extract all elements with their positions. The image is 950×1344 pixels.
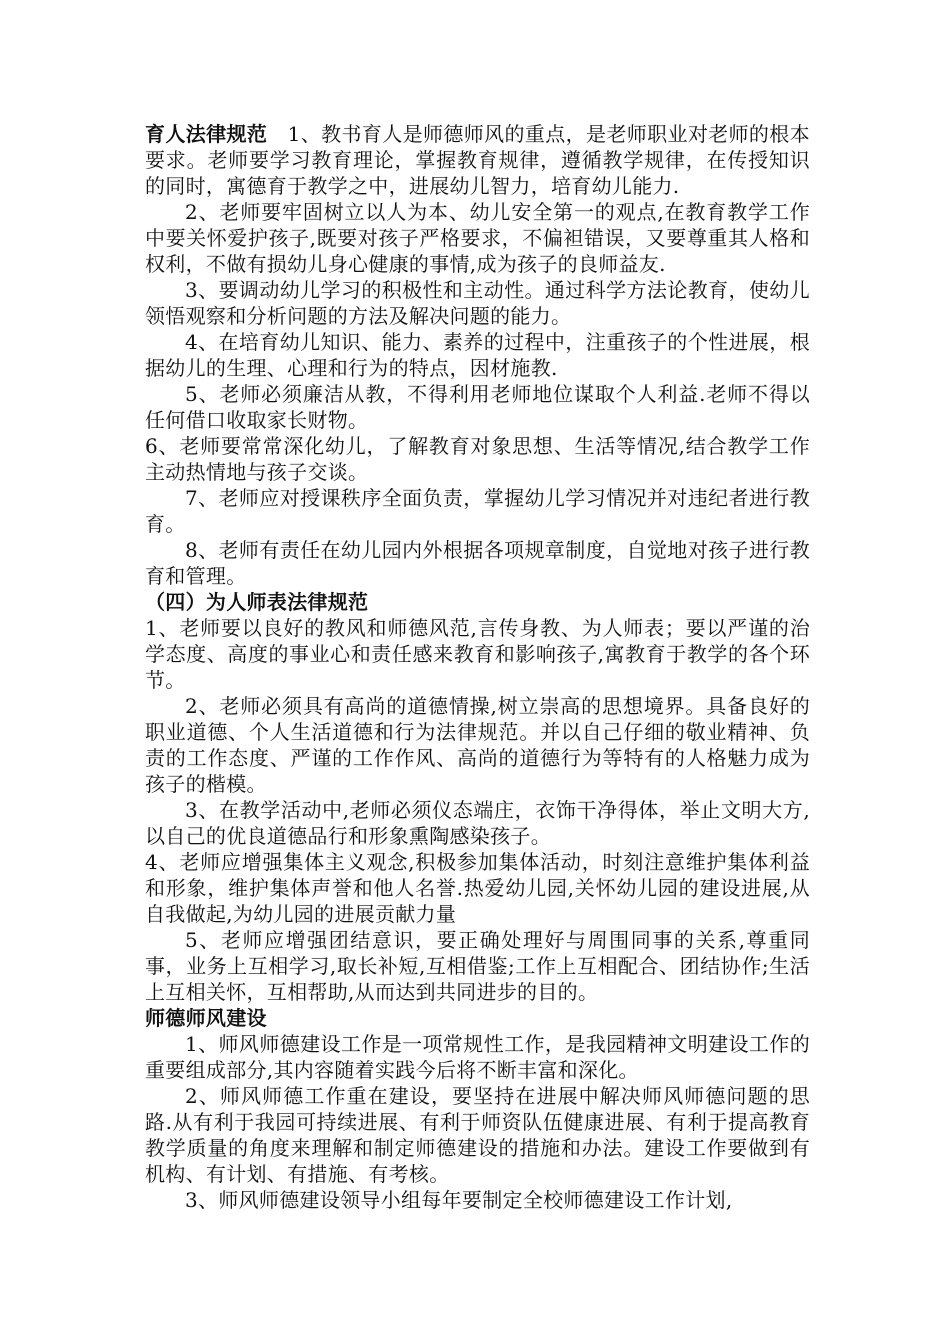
paragraph-14: 1、师风师德建设工作是一项常规性工作，是我园精神文明建设工作的重要组成部分,其内容随着实践今后将不断丰富和深化。 [145,1032,810,1082]
paragraph-11: 3、在教学活动中,老师必须仪态端庄，衣饰干净得体，举止文明大方,以自己的优良道德品行和形象熏陶感染孩子。 [145,798,810,848]
paragraph-9: 1、老师要以良好的教风和师德风范,言传身教、为人师表；要以严谨的治学态度、高度的事业心和责任感来教育和影响孩子,寓教育于教学的各个环节。 [145,616,810,692]
document-page [145,121,810,1213]
section-heading-education: 育人法律规范 [145,122,268,146]
paragraph-1-text: 1、教书育人是师德师风的重点，是老师职业对老师的根本要求。老师要学习教育理论，掌握教育规律，遵循教学规律，在传授知识的同时，寓德育于教学之中，进展幼儿智力，培育幼儿能力. [145,122,810,198]
paragraph-5: 5、老师必须廉洁从教，不得利用老师地位谋取个人利益.老师不得以任何借口收取家长财物。 [145,382,810,432]
paragraph-7: 7、老师应对授课秩序全面负责，掌握幼儿学习情况并对违纪者进行教育。 [145,486,810,536]
paragraph-4: 4、在培育幼儿知识、能力、素养的过程中，注重孩子的个性进展，根据幼儿的生理、心理和行为的特点，因材施教. [145,330,810,380]
section-heading-ethics-building: 师德师风建设 [145,1006,267,1030]
paragraph-8: 8、老师有责任在幼儿园内外根据各项规章制度，自觉地对孩子进行教育和管理。 [145,538,810,588]
paragraph-12: 4、老师应增强集体主义观念,积极参加集体活动，时刻注意维护集体利益和形象，维护集体声誉和他人名誉.热爱幼儿园,关怀幼儿园的建设进展,从自我做起,为幼儿园的进展贡献力量 [145,850,810,926]
paragraph-13: 5、老师应增强团结意识，要正确处理好与周围同事的关系,尊重同事，业务上互相学习,取长补短,互相借鉴;工作上互相配合、团结协作;生活上互相关怀，互相帮助,从而达到共同进步的目的。 [145,928,810,1004]
paragraph-16: 3、师风师德建设领导小组每年要制定全校师德建设工作计划, [185,1188,733,1212]
paragraph-1 [145,121,810,199]
paragraph-3: 3、要调动幼儿学习的积极性和主动性。通过科学方法论教育，使幼儿领悟观察和分析问题的方法及解决问题的能力。 [145,278,810,328]
paragraph-6: 6、老师要常常深化幼儿，了解教育对象思想、生活等情况,结合教学工作主动热情地与孩子交谈。 [145,434,810,484]
paragraph-10: 2、老师必须具有高尚的道德情操,树立崇高的思想境界。具备良好的职业道德、个人生活道德和行为法律规范。并以自己仔细的敬业精神、负责的工作态度、严谨的工作作风、高尚的道德行为等特有的人格魅力成为孩子的楷模。 [145,694,810,796]
paragraph-15: 2、师风师德工作重在建设，要坚持在进展中解决师风师德问题的思路.从有利于我园可持续进展、有利于师资队伍健康进展、有利于提高教育教学质量的角度来理解和制定师德建设的措施和办法。建设工作要做到有机构、有计划、有措施、有考核。 [145,1084,810,1186]
section-heading-role-model: （四）为人师表法律规范 [145,590,369,614]
paragraph-2: 2、老师要牢固树立以人为本、幼儿安全第一的观点,在教育教学工作中要关怀爱护孩子,既要对孩子严格要求，不偏袒错误，又要尊重其人格和权利，不做有损幼儿身心健康的事情,成为孩子的良师益友. [145,200,810,276]
